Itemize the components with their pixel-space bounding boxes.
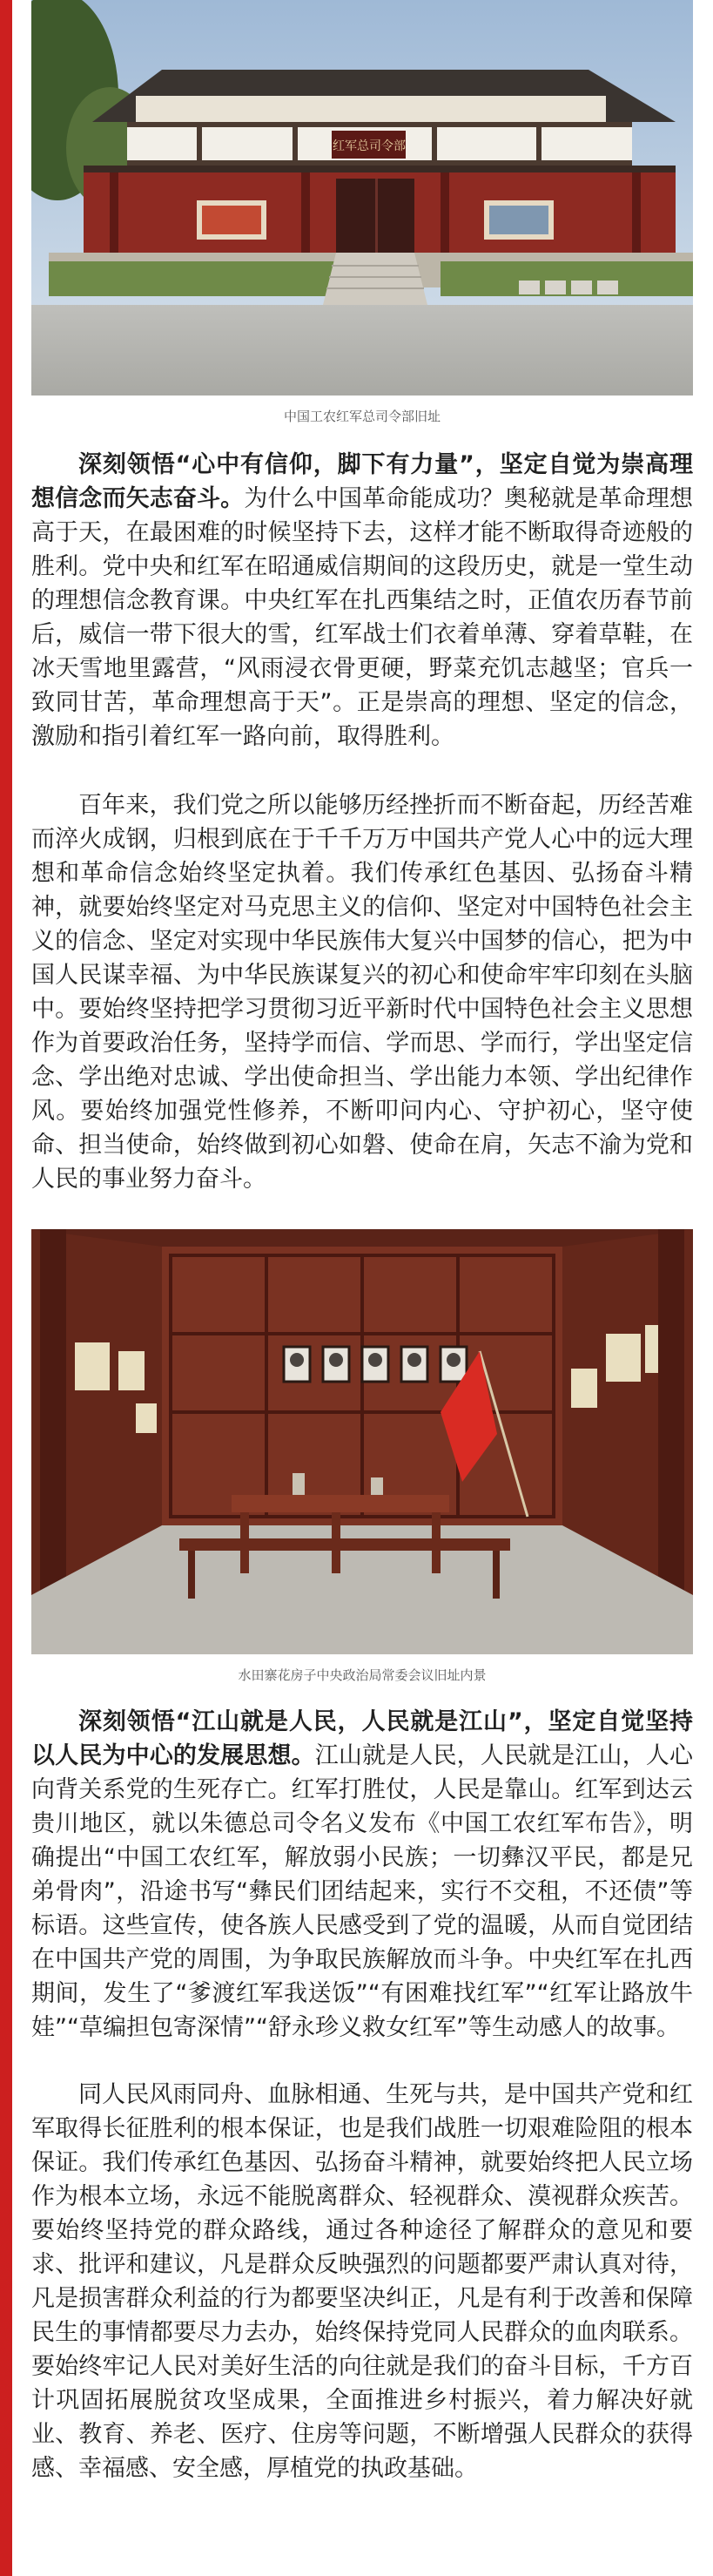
article: [31, 0, 693, 2485]
photo-caption: 水田寨花房子中央政治局常委会议旧址内景: [238, 1667, 487, 1683]
paragraph-body: 为什么中国革命能成功？奥秘就是革命理想高于天，在最困难的时候坚持下去，这样才能不断取得奇迹般的胜利。党中央和红军在昭通威信期间的这段历史，就是一堂生动的理想信念教育课。中央红军在扎西集结之时，正值农历春节前后，威信一带下很大的雪，红军战士们衣着单薄、穿着草鞋，在冰天雪地里露营，“风雨浸衣骨更硬，野菜充饥志越坚；官兵一致同甘苦，革命理想高于天”。正是崇高的理想、坚定的信念，激励和指引着红军一路向前，取得胜利。: [31, 485, 694, 750]
paragraph-lead: 深刻领悟“江山就是人民，人民就是江山”，坚定自觉坚持以人民为中心的发展思想。: [31, 1708, 693, 1769]
paragraph-body: 百年来，我们党之所以能够历经挫折而不断奋起，历经苦难而淬火成钢，归根到底在于千千万万中国共产党人心中的远大理想和革命信念始终坚定执着。我们传承红色基因、弘扬奋斗精神，就要始终坚定对马克思主义的信仰、坚定对中国特色社会主义的信念、坚定对实现中华民族伟大复兴中国梦的信心，把为中国人民谋幸福、为中华民族谋复兴的初心和使命牢牢印刻在头脑中。要始终坚持把学习贯彻习近平新时代中国特色社会主义思想作为首要政治任务，坚持学而信、学而思、学而行，学出坚定信念、学出绝对忠诚、学出使命担当、学出能力本领、学出纪律作风。要始终加强党性修养，不断叩问内心、守护初心，坚守使命、担当使命，始终做到初心如磐、使命在肩，矢志不渝为党和人民的事业努力奋斗。: [31, 792, 693, 1193]
paragraph-3: [31, 1705, 693, 2045]
left-accent-bar: [0, 0, 12, 2576]
paragraph-body: 江山就是人民，人民就是江山，人心向背关系党的生死存亡。红军打胜仗，人民是靠山。红军到达云贵川地区，就以朱德总司令名义发布《中国工农红军布告》，明确提出“中国工农红军，解放弱小民族；一切彝汉平民，都是兄弟骨肉”，沿途书写“彝民们团结起来，实行不交租，不还债”等标语。这些宣传，使各族人民感受到了党的温暖，从而自觉团结在中国共产党的周围，为争取民族解放而斗争。中央红军在扎西期间，发生了“爹渡红军我送饭”“有困难找红军”“红军让路放牛娃”“草编担包寄深情”“舒永珍义救女红军”等生动感人的故事。: [31, 1742, 694, 2041]
photo-caption: 中国工农红军总司令部旧址: [283, 409, 441, 424]
paragraph-body: 同人民风雨同舟、血脉相通、生死与共，是中国共产党和红军取得长征胜利的根本保证，也是我们战胜一切艰难险阻的根本保证。我们传承红色基因、弘扬奋斗精神，就要始终把人民立场作为根本立场，永远不能脱离群众、轻视群众、漠视群众疾苦。要始终坚持党的群众路线，通过各种途径了解群众的意见和要求、批评和建议，凡是群众反映强烈的问题都要严肃认真对待，凡是损害群众利益的行为都要坚决纠正，凡是有利于改善和保障民生的事情都要尽力去办，始终保持党同人民群众的血肉联系。要始终牢记人民对美好生活的向往就是我们的奋斗目标，千方百计巩固拓展脱贫攻坚成果，全面推进乡村振兴，着力解决好就业、教育、养老、医疗、住房等问题，不断增强人民群众的获得感、幸福感、安全感，厚植党的执政基础。: [31, 2081, 693, 2482]
photo-headquarters-site: [31, 0, 693, 396]
paragraph-4: [31, 2078, 693, 2485]
headquarters-building-image: [31, 0, 693, 396]
paragraph-lead: 深刻领悟“心中有信仰，脚下有力量”，坚定自觉为崇高理想信念而矢志奋斗。: [31, 451, 693, 512]
meeting-room-image: [31, 1229, 693, 1654]
paragraph-1: [31, 448, 693, 754]
building-sign-text: 红军总司令部: [333, 139, 406, 153]
paragraph-2: [31, 788, 693, 1196]
photo-meeting-room-interior: [31, 1229, 693, 1654]
